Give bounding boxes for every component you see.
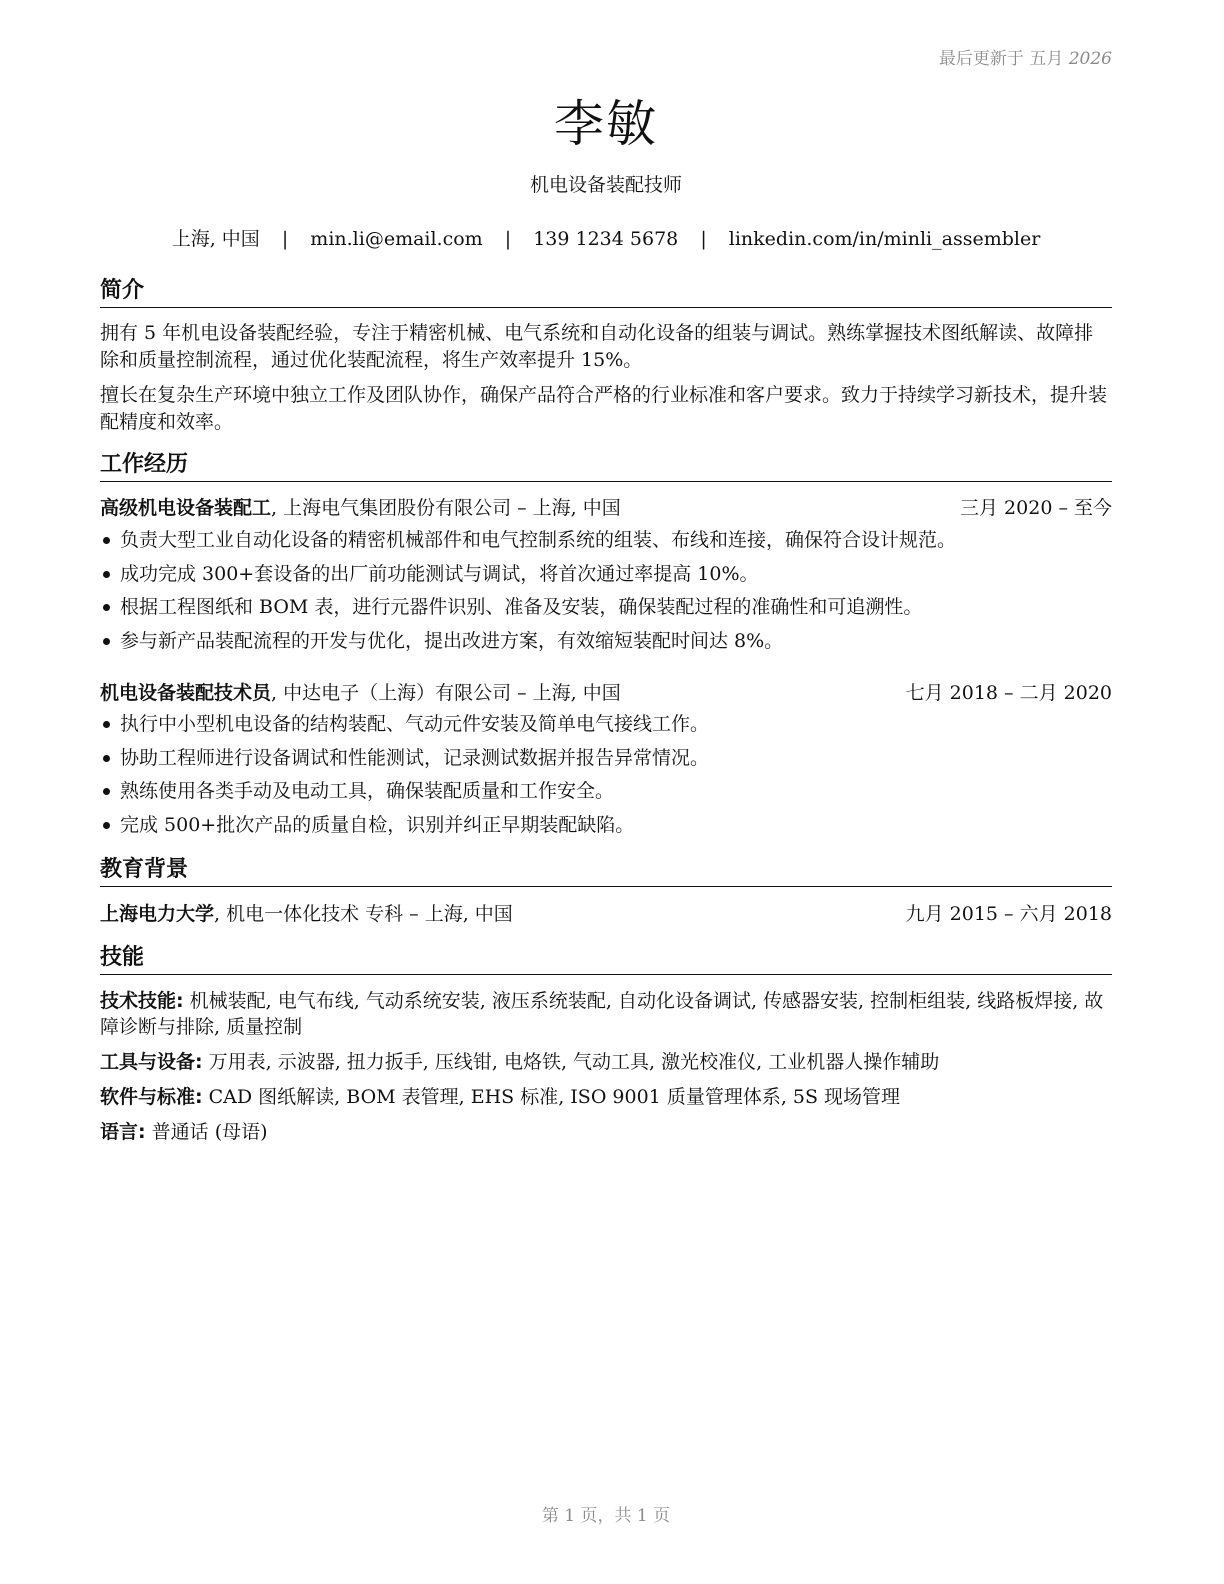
contact-line — [100, 224, 1112, 251]
job-bullets — [100, 711, 1112, 845]
last-updated-year: 2026 — [1068, 49, 1112, 69]
list-item: 熟练使用各类手动及电动工具，确保装配质量和工作安全。 — [100, 778, 1112, 812]
skill-value: CAD 图纸解读, BOM 表管理, EHS 标准, ISO 9001 质量管理体系, 5S 现场管理 — [202, 1086, 901, 1108]
summary-paragraph-1: 拥有 5 年机电设备装配经验，专注于精密机械、电气系统和自动化设备的组装与调试。熟练掌握技术图纸解读、故障排除和质量控制流程，通过优化装配流程，将生产效率提升 15%。 — [100, 322, 1094, 371]
resume-page — [100, 0, 1112, 1584]
contact-linkedin[interactable]: linkedin.com/in/minli_assembler — [728, 228, 1041, 250]
contact-phone[interactable]: 139 1234 5678 — [533, 228, 679, 250]
contact-separator: | — [281, 228, 289, 250]
contact-email[interactable]: min.li@email.com — [310, 228, 483, 250]
summary-heading: 简介 — [100, 277, 1112, 308]
education-heading: 教育背景 — [100, 856, 1112, 887]
education-dates: 九月 2015 – 六月 2018 — [905, 903, 1112, 925]
experience-heading: 工作经历 — [100, 451, 1112, 482]
skill-row — [100, 1119, 1118, 1145]
job-header — [100, 680, 1112, 706]
skills-heading: 技能 — [100, 944, 1112, 975]
job-dates: 三月 2020 – 至今 — [960, 497, 1112, 519]
job-header — [100, 495, 1112, 521]
job-position: 机电设备装配技术员 — [100, 682, 272, 704]
job-company: , 上海电气集团股份有限公司 – 上海, 中国 — [271, 497, 621, 519]
list-item: 完成 500+批次产品的质量自检，识别并纠正早期装配缺陷。 — [100, 812, 1112, 846]
skill-row — [100, 988, 1118, 1040]
candidate-name: 李敏 — [554, 95, 658, 153]
summary-paragraph-2: 擅长在复杂生产环境中独立工作及团队协作，确保产品符合严格的行业标准和客户要求。致力于持续学习新技术，提升装配精度和效率。 — [100, 384, 1108, 433]
skill-label: 语言: — [100, 1121, 146, 1143]
contact-separator: | — [700, 228, 707, 250]
skill-row — [100, 1084, 1118, 1110]
last-updated-label: 最后更新于 五月 — [938, 49, 1064, 69]
candidate-role: 机电设备装配技师 — [529, 174, 682, 196]
education-detail: , 机电一体化技术 专科 – 上海, 中国 — [214, 903, 513, 925]
skill-label: 软件与标准: — [100, 1086, 203, 1108]
job-company: , 中达电子（上海）有限公司 – 上海, 中国 — [271, 682, 621, 704]
list-item: 负责大型工业自动化设备的精密机械部件和电气控制系统的组装、布线和连接，确保符合设计规范。 — [100, 527, 1112, 561]
education-school: 上海电力大学 — [100, 903, 215, 925]
list-item: 执行中小型机电设备的结构装配、气动元件安装及简单电气接线工作。 — [100, 711, 1112, 745]
skill-value: 万用表, 示波器, 扭力扳手, 压线钳, 电烙铁, 气动工具, 激光校准仪, 工业机器人操作辅助 — [202, 1051, 940, 1073]
list-item: 参与新产品装配流程的开发与优化，提出改进方案，有效缩短装配时间达 8%。 — [100, 628, 1112, 662]
skill-value: 机械装配, 电气布线, 气动系统安装, 液压系统装配, 自动化设备调试, 传感器安装, 控制柜组装, 线路板焊接, 故障诊断与排除, 质量控制 — [100, 990, 1104, 1038]
education-entry — [100, 901, 1112, 927]
list-item: 成功完成 300+套设备的出厂前功能测试与调试，将首次通过率提高 10%。 — [100, 561, 1112, 595]
skill-value: 普通话 (母语) — [145, 1121, 268, 1143]
list-item: 根据工程图纸和 BOM 表，进行元器件识别、准备及安装，确保装配过程的准确性和可追溯性。 — [100, 594, 1112, 628]
contact-location: 上海, 中国 — [171, 228, 260, 250]
contact-separator: | — [504, 228, 512, 250]
job-dates: 七月 2018 – 二月 2020 — [905, 682, 1112, 704]
page-number: 第 1 页，共 1 页 — [541, 1506, 671, 1526]
job-position: 高级机电设备装配工 — [100, 497, 272, 519]
skill-label: 技术技能: — [100, 990, 184, 1012]
job-bullets — [100, 527, 1112, 661]
list-item: 协助工程师进行设备调试和性能测试，记录测试数据并报告异常情况。 — [100, 745, 1112, 779]
last-updated — [939, 44, 1112, 69]
skill-label: 工具与设备: — [100, 1051, 203, 1073]
skill-row — [100, 1049, 1118, 1075]
